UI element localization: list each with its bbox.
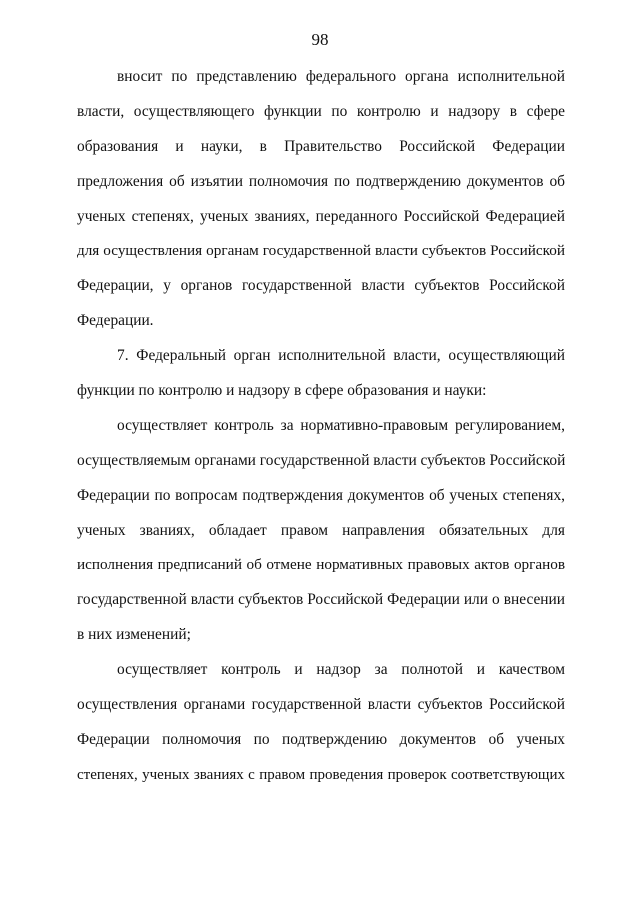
text-line: предложения об изъятии полномочия по подтверждению документов об xyxy=(77,172,565,190)
text-line: осуществляет контроль и надзор за полнотой и качеством xyxy=(117,661,565,679)
page-number: 98 xyxy=(311,30,329,49)
text-line: степенях, ученых званиях с правом проведения проверок соответствующих xyxy=(77,766,565,783)
text-line: ученых степенях, ученых званиях, переданного Российской Федерацией xyxy=(77,207,565,225)
text-line: Федерации полномочия по подтверждению документов об ученых xyxy=(77,730,565,748)
text-line: осуществляемым органами государственной власти субъектов Российской xyxy=(77,451,566,469)
text-line: осуществления органами государственной власти субъектов Российской xyxy=(77,696,565,714)
text-line: ученых званиях, обладает правом направления обязательных для xyxy=(77,521,565,539)
text-line: функции по контролю и надзору в сфере образования и науки: xyxy=(77,382,487,400)
text-line: для осуществления органам государственной власти субъектов Российской xyxy=(77,242,565,260)
text-line: Федерации, у органов государственной власти субъектов Российской xyxy=(77,277,565,295)
text-line: Федерации. xyxy=(77,312,154,330)
text-line: в них изменений; xyxy=(77,626,191,644)
text-line: осуществляет контроль за нормативно-правовым регулированием, xyxy=(117,416,565,434)
document-body xyxy=(77,63,565,796)
text-line: власти, осуществляющего функции по контролю и надзору в сфере xyxy=(77,102,565,120)
text-line: образования и науки, в Правительство Российской Федерации xyxy=(77,137,565,155)
text-line: исполнения предписаний об отмене нормативных правовых актов органов xyxy=(77,556,565,574)
text-line: 7. Федеральный орган исполнительной власти, осуществляющий xyxy=(117,347,565,365)
text-line: государственной власти субъектов Российской Федерации или о внесении xyxy=(77,591,565,609)
text-line: вносит по представлению федерального органа исполнительной xyxy=(117,68,565,85)
text-line: Федерации по вопросам подтверждения документов об ученых степенях, xyxy=(77,486,565,504)
